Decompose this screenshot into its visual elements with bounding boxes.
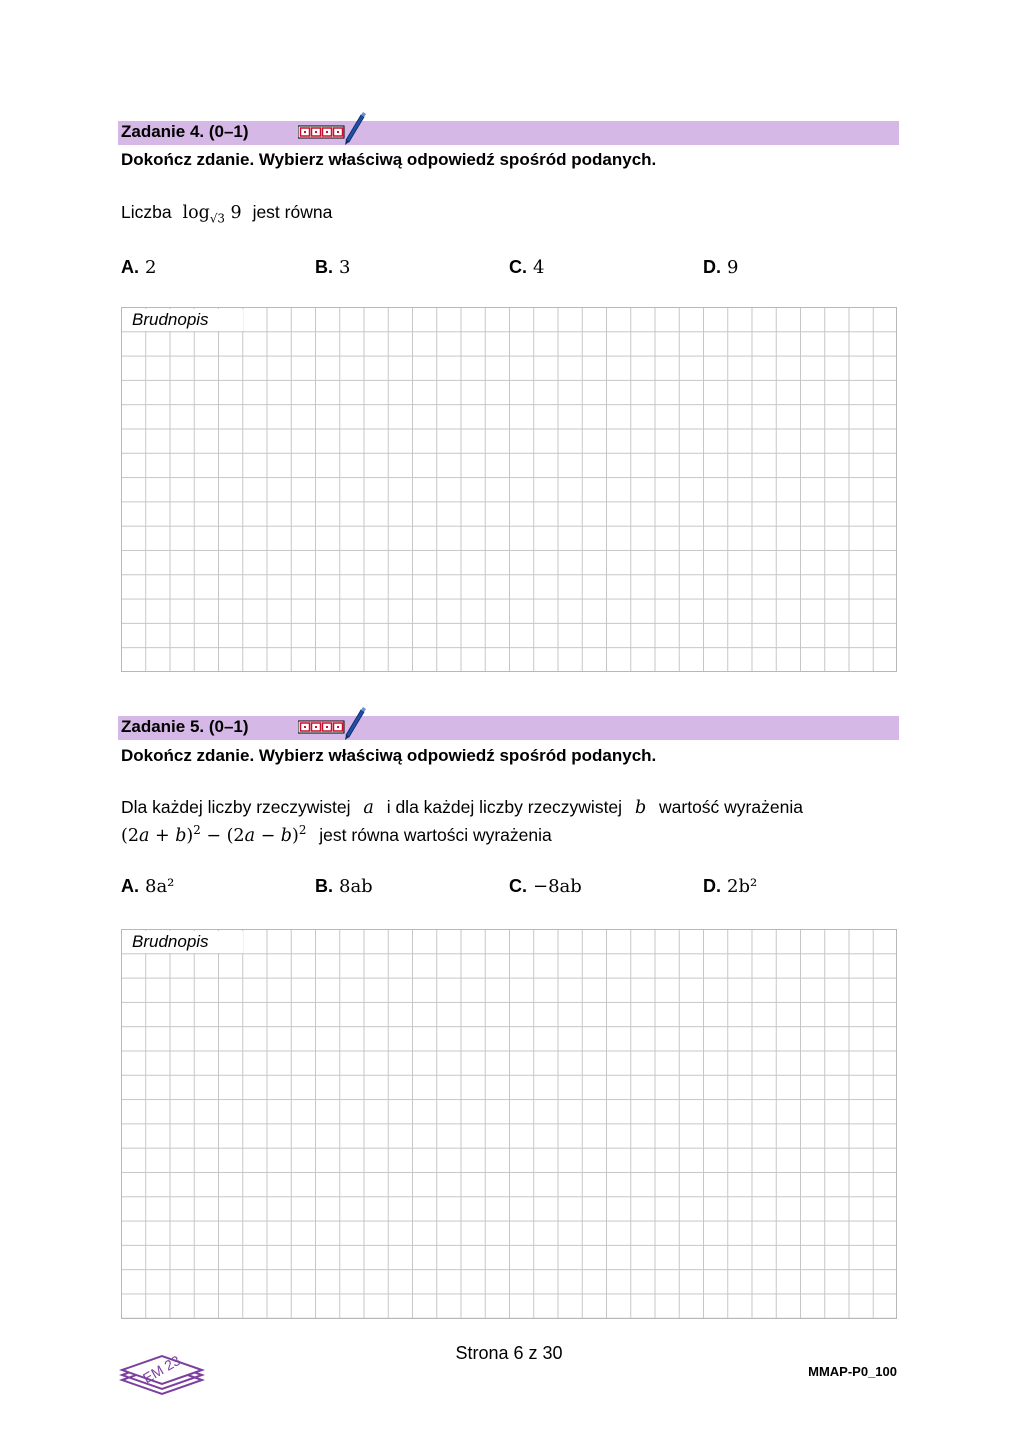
calculator-keys-icon [298, 126, 344, 138]
task-5-line1-pre: Dla każdej liczby rzeczywistej [121, 797, 351, 817]
task-5-line1-mid: i dla każdej liczby rzeczywistej [386, 797, 623, 817]
task-5-line1-post: wartość wyrażenia [659, 797, 803, 817]
pen-icon [345, 707, 366, 740]
task-5-scratch-grid[interactable] [121, 929, 897, 1319]
task-4-question-post: jest równa [252, 202, 333, 222]
task-5-option-c[interactable]: C. −8ab [509, 876, 582, 897]
logo-text: EM 23 [139, 1352, 184, 1387]
task-4-question-pre: Liczba [121, 202, 172, 222]
task-5-line2-post: jest równa wartości wyrażenia [319, 824, 552, 845]
task-5-header [118, 716, 899, 740]
task-5-scratch-label: Brudnopis [123, 931, 243, 953]
task-5-icons [298, 706, 368, 740]
task-5-expression: $(2a + b)^2 - (2a - b)^2$ [121, 823, 307, 846]
task-5-question-line-1 [121, 797, 803, 818]
task-5-question-line-2 [121, 823, 552, 846]
task-4-option-c[interactable]: C. 4 [509, 257, 545, 278]
calculator-keys-icon [298, 721, 344, 733]
task-4-log-expression: $\log_{√3} 9$ [182, 203, 242, 226]
document-code: MMAP-P0_100 [808, 1364, 897, 1379]
var-a: a [363, 798, 374, 818]
var-b: b [634, 798, 647, 818]
task-5-option-b[interactable]: B. 8ab [315, 876, 373, 897]
task-4-option-b[interactable]: B. 3 [315, 257, 351, 278]
task-5-title: Zadanie 5. (0–1) [121, 717, 249, 736]
task-5-instruction: Dokończ zdanie. Wybierz właściwą odpowiedź spośród podanych. [121, 746, 657, 765]
task-4-option-a[interactable]: A. 2 [121, 257, 157, 278]
task-4-option-d[interactable]: D. 9 [703, 257, 739, 278]
task-4-icons [298, 111, 368, 145]
page-number: Strona 6 z 30 [455, 1343, 563, 1363]
task-4-question [121, 202, 332, 226]
task-5-option-d[interactable]: D. 2b² [703, 876, 758, 897]
task-4-instruction: Dokończ zdanie. Wybierz właściwą odpowiedź spośród podanych. [121, 150, 657, 169]
task-4-scratch-label: Brudnopis [123, 309, 243, 331]
task-4-header [118, 121, 899, 145]
task-4-title: Zadanie 4. (0–1) [121, 122, 249, 141]
task-5-option-a[interactable]: A. 8a² [121, 876, 175, 897]
pen-icon [345, 112, 366, 145]
task-4-scratch-grid[interactable] [121, 307, 897, 672]
